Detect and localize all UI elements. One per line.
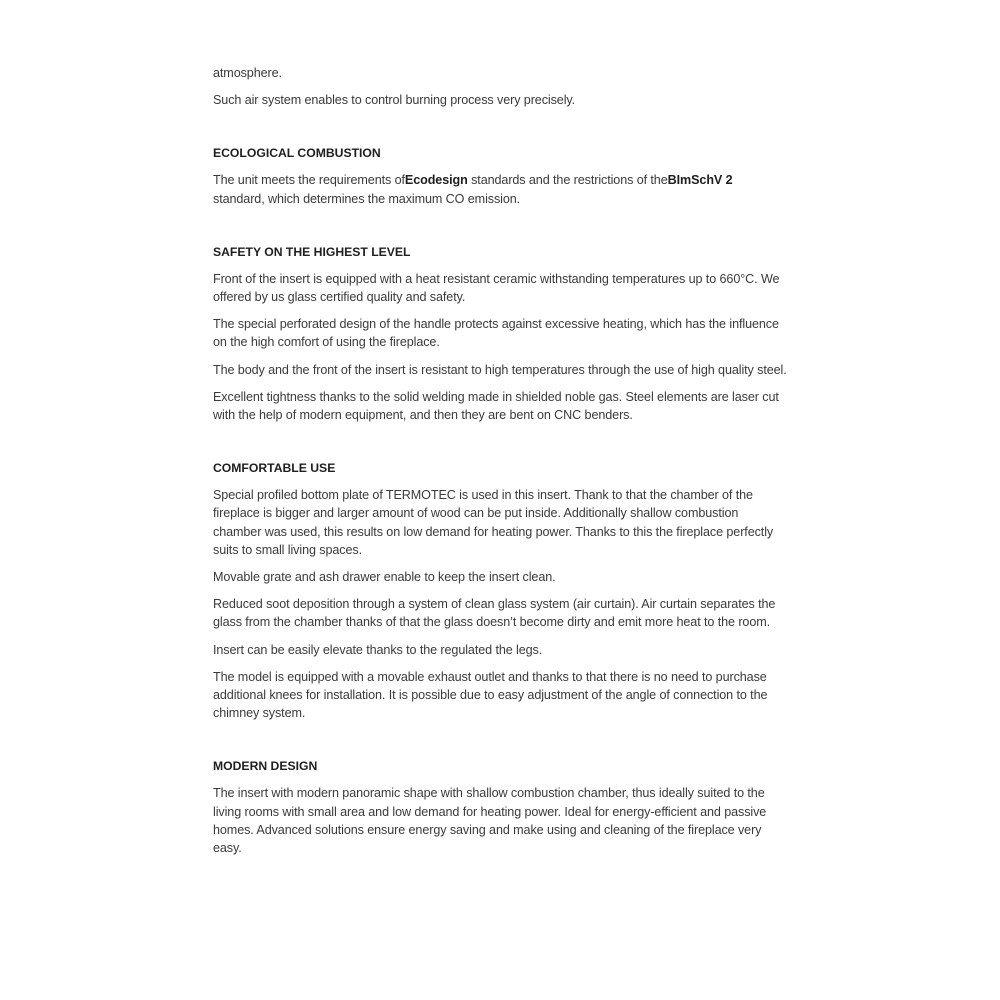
- ecodesign-term: Ecodesign: [404, 173, 468, 188]
- ecological-text-e: standard, which determines the maximum CO emission.: [213, 191, 521, 206]
- safety-paragraph-2: The special perforated design of the handle protects against excessive heating, which has the influence on the high comfort of using the fireplace.: [213, 317, 779, 350]
- heading-ecological-combustion: ECOLOGICAL COMBUSTION: [213, 146, 381, 161]
- heading-safety: SAFETY ON THE HIGHEST LEVEL: [213, 244, 411, 259]
- ecological-text-c: standards and the restrictions of the: [467, 173, 668, 188]
- comfort-paragraph-3: Reduced soot deposition through a system of clean glass system (air curtain). Air curtain separates the glass from the chamber thanks of that the glass doesn’t become dirty and emit more heat to the room.: [213, 597, 776, 630]
- comfort-paragraph-2: Movable grate and ash drawer enable to keep the insert clean.: [213, 570, 556, 585]
- heading-modern-design: MODERN DESIGN: [213, 759, 318, 774]
- comfort-paragraph-4: Insert can be easily elevate thanks to the regulated the legs.: [213, 642, 543, 657]
- section-modern-design: [213, 757, 788, 857]
- comfort-paragraph-5: The model is equipped with a movable exhaust outlet and thanks to that there is no need to purchase additional knees for installation. It is possible due to easy adjustment of the angle of connection to the chimney system.: [213, 669, 768, 721]
- intro-text-2: Such air system enables to control burning process very precisely.: [213, 93, 576, 108]
- comfort-paragraph-1: Special profiled bottom plate of TERMOTEC is used in this insert. Thank to that the chamber of the fireplace is bigger and larger amount of wood can be put inside. Additionally shallow combustion chamber was used, this results on low demand for heating power. Thanks to this the fireplace perfectly suits to small living spaces.: [213, 488, 774, 557]
- bimschv-term: BImSchV 2: [667, 173, 733, 188]
- product-description: [213, 64, 788, 866]
- ecological-paragraph: [213, 171, 788, 207]
- heading-comfortable-use: COMFORTABLE USE: [213, 461, 336, 476]
- safety-paragraph-4: Excellent tightness thanks to the solid welding made in shielded noble gas. Steel elements are laser cut with the help of modern equipment, and then they are bent on CNC benders.: [213, 389, 779, 423]
- modern-paragraph-1: The insert with modern panoramic shape with shallow combustion chamber, thus ideally suited to the living rooms with small area and low demand for heating power. Ideal for energy-efficient and passive homes. Advanced solutions ensure energy saving and make using and cleaning of the fireplace very easy.: [213, 786, 767, 856]
- section-safety: [213, 243, 788, 424]
- intro-block: [213, 64, 788, 109]
- section-ecological-combustion: [213, 144, 788, 207]
- ecological-text-a: The unit meets the requirements of: [213, 173, 405, 188]
- safety-paragraph-3: The body and the front of the insert is resistant to high temperatures through the use of high quality steel.: [213, 362, 787, 377]
- safety-paragraph-1: Front of the insert is equipped with a heat resistant ceramic withstanding temperatures up to 660°C. We offered by us glass certified quality and safety.: [213, 271, 780, 305]
- intro-text-1: atmosphere.: [213, 66, 282, 80]
- section-comfortable-use: [213, 459, 788, 722]
